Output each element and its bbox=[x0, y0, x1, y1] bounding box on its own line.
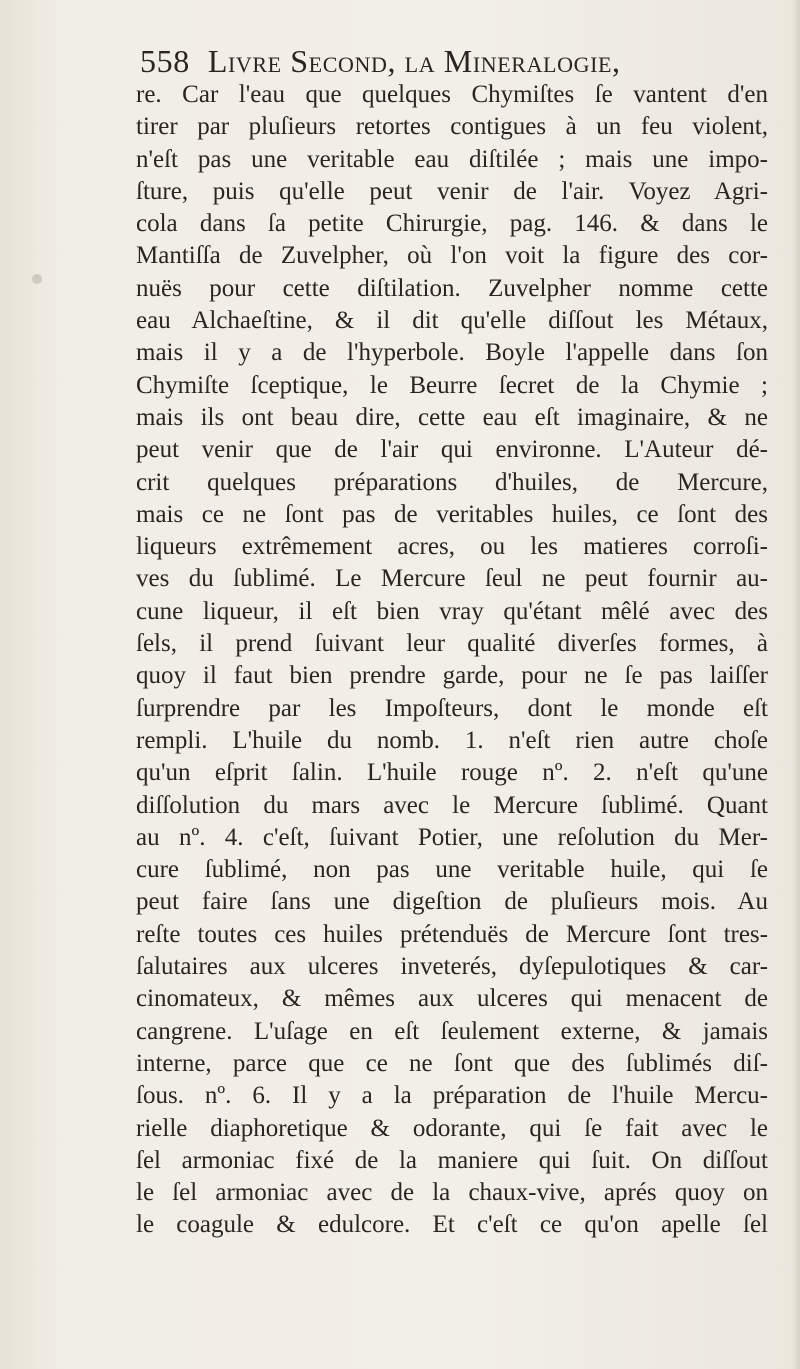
text-line: cure ſublimé, non pas une veritable huile, qui ſe bbox=[136, 856, 768, 884]
text-line: tirer par pluſieurs retortes contigues à un feu violent, bbox=[136, 113, 768, 141]
text-line: mais ce ne ſont pas de veritables huiles, ce ſont des bbox=[136, 500, 768, 528]
paper-stain bbox=[32, 274, 42, 284]
text-line: cola dans ſa petite Chirurgie, pag. 146. & dans le bbox=[136, 210, 768, 238]
text-line: le ſel armoniac avec de la chaux-vive, aprés quoy on bbox=[136, 1179, 768, 1207]
text-line: Chymiſte ſceptique, le Beurre ſecret de la Chymie ; bbox=[136, 371, 768, 399]
text-line: ſel armoniac fixé de la maniere qui ſuit. On diſſout bbox=[136, 1146, 768, 1174]
text-line: cangrene. L'uſage en eſt ſeulement externe, & jamais bbox=[136, 1017, 768, 1045]
text-line: ſture, puis qu'elle peut venir de l'air. Voyez Agri- bbox=[136, 177, 768, 205]
page-number: 558 bbox=[140, 43, 190, 79]
text-line: eau Alchaeſtine, & il dit qu'elle diſſout les Métaux, bbox=[136, 307, 768, 335]
text-line: cinomateux, & mêmes aux ulceres qui menacent de bbox=[136, 985, 768, 1013]
text-line: qu'un eſprit ſalin. L'huile rouge nº. 2. n'eſt qu'une bbox=[136, 759, 768, 787]
page-header bbox=[140, 38, 780, 84]
text-line: cune liqueur, il eſt bien vray qu'étant mêlé avec des bbox=[136, 597, 768, 625]
text-line: Mantiſſa de Zuvelpher, où l'on voit la figure des cor- bbox=[136, 242, 768, 270]
text-line: ſous. nº. 6. Il y a la préparation de l'huile Mercu- bbox=[136, 1082, 768, 1110]
text-line: au nº. 4. c'eſt, ſuivant Potier, une reſolution du Mer- bbox=[136, 823, 768, 851]
text-line: diſſolution du mars avec le Mercure ſublimé. Quant bbox=[136, 791, 768, 819]
text-line: mais il y a de l'hyperbole. Boyle l'appelle dans ſon bbox=[136, 339, 768, 367]
text-line: peut venir que de l'air qui environne. L'Auteur dé- bbox=[136, 436, 768, 464]
running-title: Livre Second, la Mineralogie, bbox=[207, 43, 621, 79]
text-line: re. Car l'eau que quelques Chymiſtes ſe vantent d'en bbox=[136, 81, 768, 108]
text-line: mais ils ont beau dire, cette eau eſt imaginaire, & ne bbox=[136, 403, 768, 431]
text-line: nuës pour cette diſtilation. Zuvelpher nomme cette bbox=[136, 274, 768, 302]
text-line: ves du ſublimé. Le Mercure ſeul ne peut fournir au- bbox=[136, 565, 768, 593]
body-text bbox=[136, 79, 768, 1242]
text-line: le coagule & edulcore. Et c'eſt ce qu'on apelle ſel bbox=[136, 1211, 768, 1239]
text-line: peut faire ſans une digeſtion de pluſieurs mois. Au bbox=[136, 888, 768, 916]
text-line: ſalutaires aux ulceres inveterés, dyſepulotiques & car- bbox=[136, 953, 768, 981]
text-line: rempli. L'huile du nomb. 1. n'eſt rien autre choſe bbox=[136, 726, 768, 754]
text-line: ſels, il prend ſuivant leur qualité diverſes formes, à bbox=[136, 630, 768, 658]
text-line: interne, parce que ce ne ſont que des ſublimés diſ- bbox=[136, 1049, 768, 1077]
text-line: n'eſt pas une veritable eau diſtilée ; mais une impo- bbox=[136, 145, 768, 173]
text-line: crit quelques préparations d'huiles, de Mercure, bbox=[136, 468, 768, 496]
text-line: liqueurs extrêmement acres, ou les matieres corroſi- bbox=[136, 533, 768, 561]
text-line: ſurprendre par les Impoſteurs, dont le monde eſt bbox=[136, 694, 768, 722]
text-line: reſte toutes ces huiles prétenduës de Mercure ſont tres- bbox=[136, 920, 768, 948]
text-line: quoy il faut bien prendre garde, pour ne ſe pas laiſſer bbox=[136, 662, 768, 690]
page-edge-shadow bbox=[792, 0, 800, 1369]
text-line: rielle diaphoretique & odorante, qui ſe fait avec le bbox=[136, 1114, 768, 1142]
